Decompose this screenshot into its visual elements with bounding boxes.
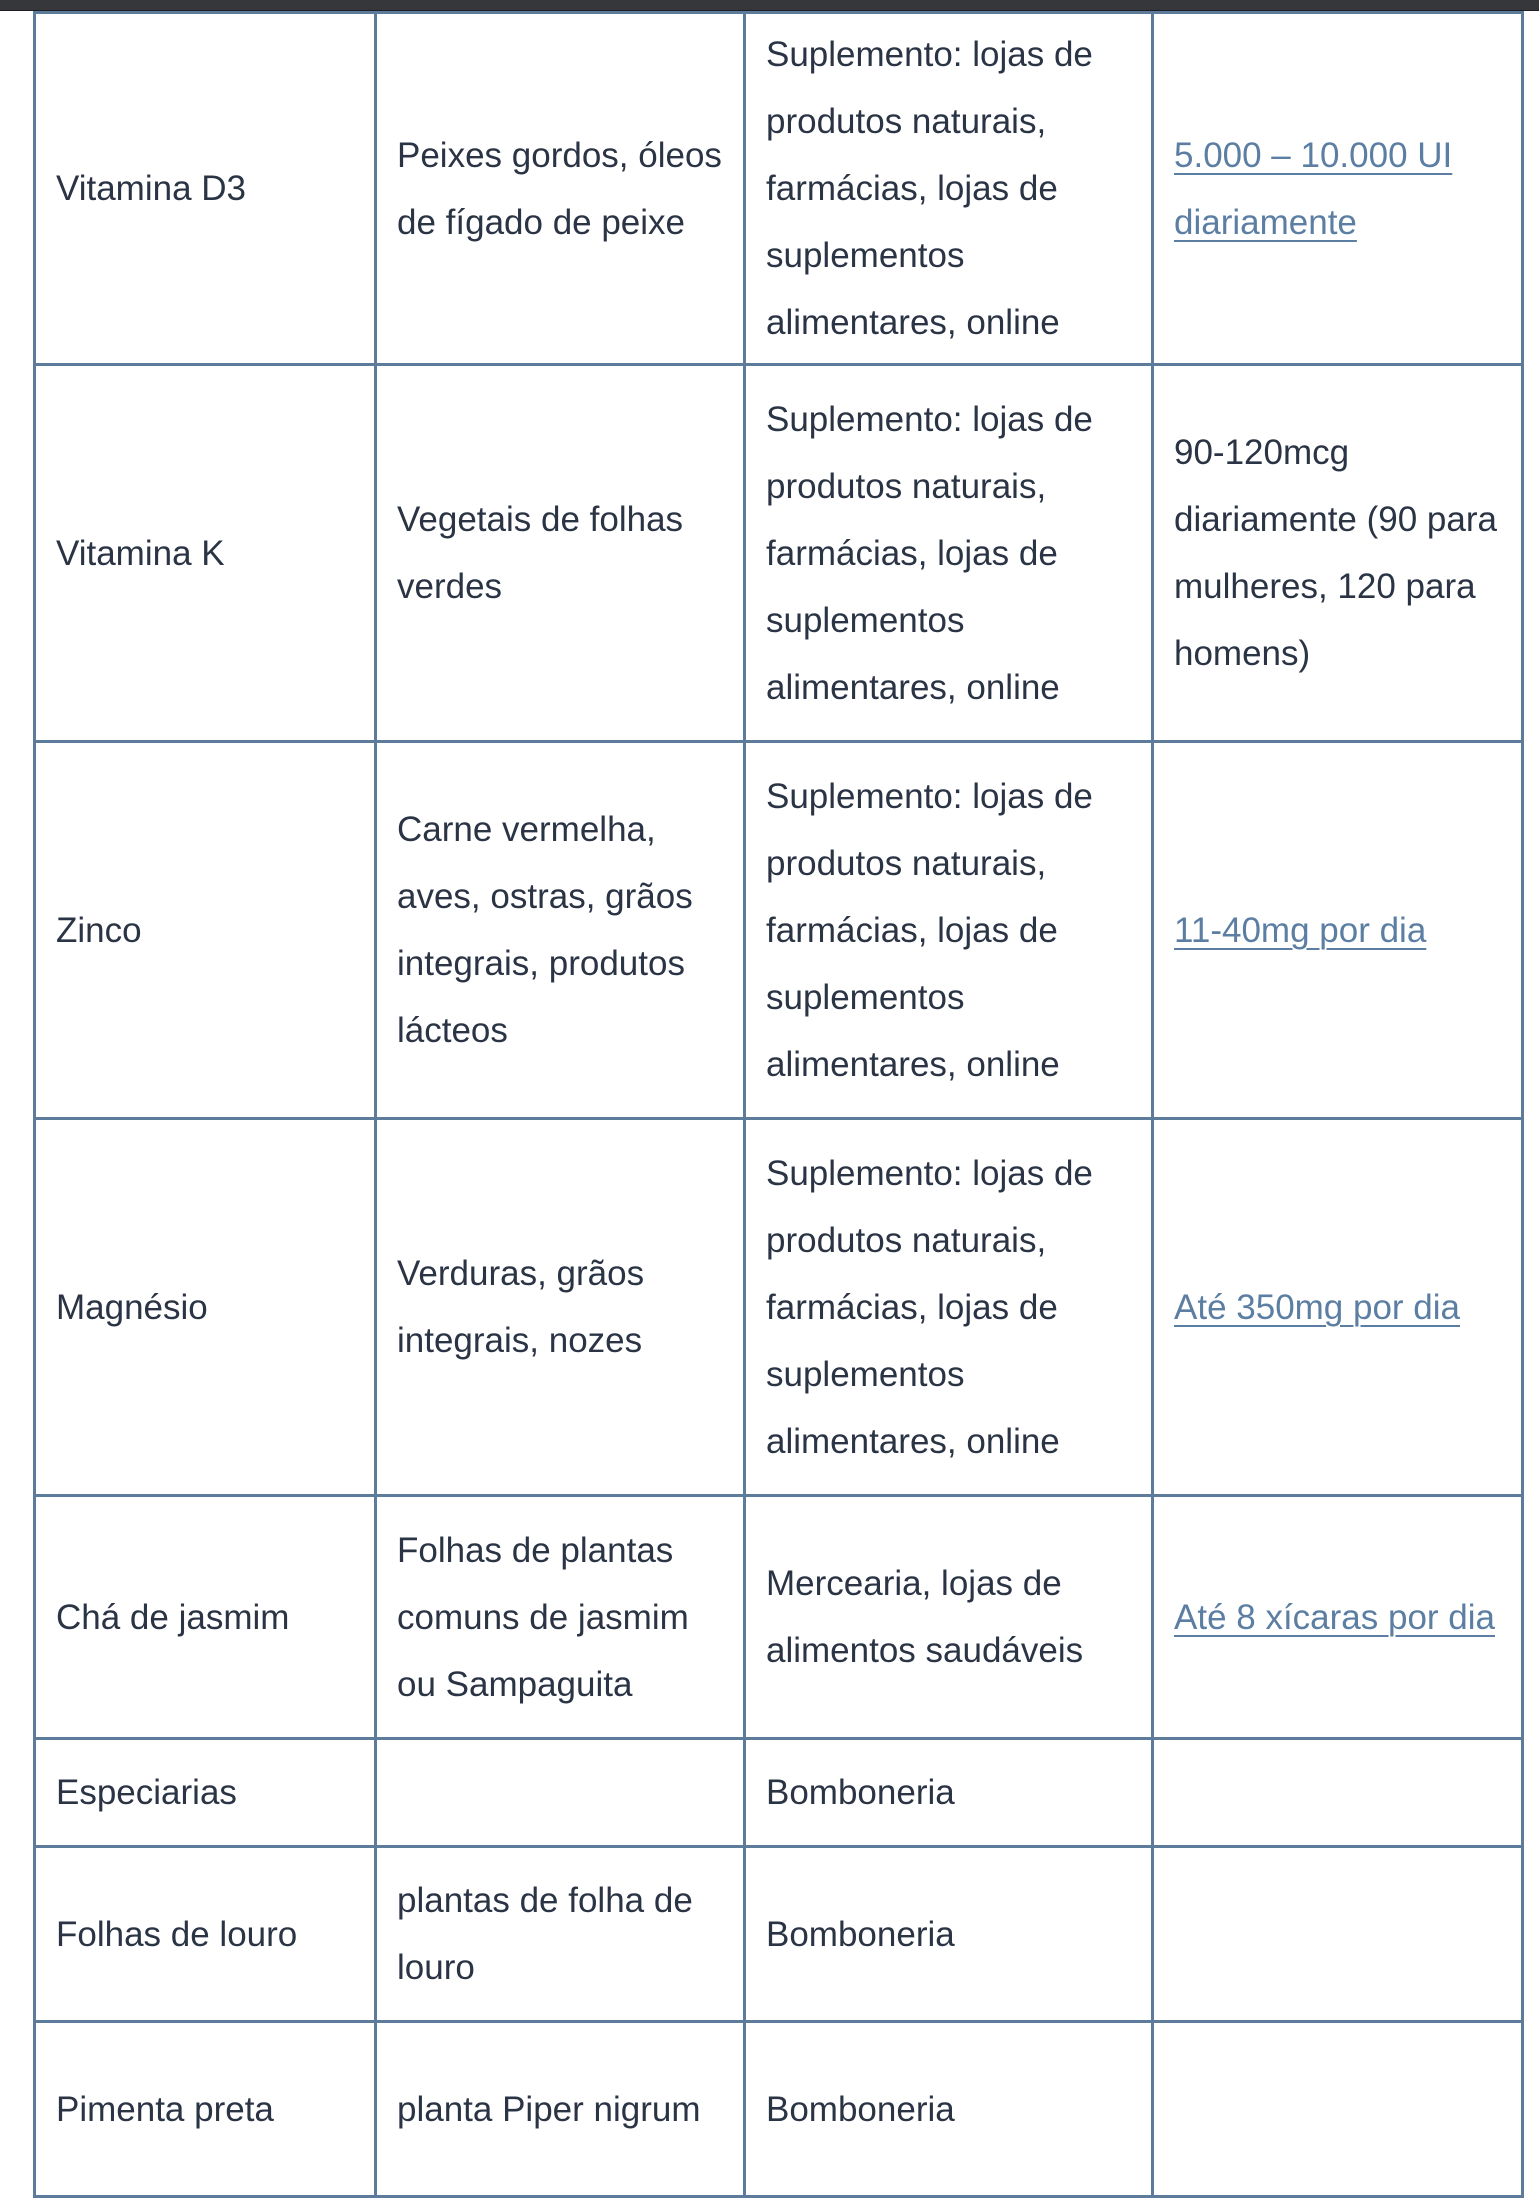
dose-link[interactable]: Até 8 xícaras por dia (1174, 1597, 1495, 1637)
cell-where: Bomboneria (745, 2022, 1153, 2197)
cell-dose (1153, 365, 1523, 742)
cell-dose (1153, 1496, 1523, 1739)
cell-sources: Peixes gordos, óleos de fígado de peixe (376, 13, 745, 365)
table-row (35, 2022, 1523, 2197)
cell-name: Vitamina D3 (35, 13, 376, 365)
dose-link[interactable]: Até 350mg por dia (1174, 1287, 1461, 1327)
table-row (35, 13, 1523, 365)
cell-name: Chá de jasmim (35, 1496, 376, 1739)
cell-sources: plantas de folha de louro (376, 1847, 745, 2022)
table-row (35, 742, 1523, 1119)
supplement-table (33, 11, 1524, 2198)
table-row (35, 365, 1523, 742)
cell-dose (1153, 2022, 1523, 2197)
cell-where: Suplemento: lojas de produtos naturais, farmácias, lojas de suplementos alimentares, online (745, 1119, 1153, 1496)
cell-sources: Carne vermelha, aves, ostras, grãos integrais, produtos lácteos (376, 742, 745, 1119)
supplement-table-container (33, 11, 1524, 2198)
cell-dose (1153, 1739, 1523, 1847)
cell-name: Magnésio (35, 1119, 376, 1496)
cell-where: Suplemento: lojas de produtos naturais, farmácias, lojas de suplementos alimentares, online (745, 742, 1153, 1119)
table-row (35, 1847, 1523, 2022)
cell-dose (1153, 742, 1523, 1119)
cell-name: Especiarias (35, 1739, 376, 1847)
dose-link[interactable]: 11-40mg por dia (1174, 910, 1427, 950)
table-row (35, 1739, 1523, 1847)
cell-sources: Folhas de plantas comuns de jasmim ou Sampaguita (376, 1496, 745, 1739)
cell-dose (1153, 13, 1523, 365)
cell-name: Folhas de louro (35, 1847, 376, 2022)
cell-name: Zinco (35, 742, 376, 1119)
dose-text: 90-120mcg diariamente (90 para mulheres, 120 para homens) (1174, 433, 1497, 673)
cell-dose (1153, 1847, 1523, 2022)
cell-dose (1153, 1119, 1523, 1496)
cell-where: Suplemento: lojas de produtos naturais, farmácias, lojas de suplementos alimentares, online (745, 365, 1153, 742)
cell-sources: planta Piper nigrum (376, 2022, 745, 2197)
cell-where: Bomboneria (745, 1847, 1153, 2022)
cell-where: Suplemento: lojas de produtos naturais, farmácias, lojas de suplementos alimentares, online (745, 13, 1153, 365)
cell-sources: Verduras, grãos integrais, nozes (376, 1119, 745, 1496)
cell-sources (376, 1739, 745, 1847)
browser-top-bar (0, 0, 1539, 11)
cell-where: Bomboneria (745, 1739, 1153, 1847)
cell-where: Mercearia, lojas de alimentos saudáveis (745, 1496, 1153, 1739)
cell-name: Pimenta preta (35, 2022, 376, 2197)
table-row (35, 1496, 1523, 1739)
cell-sources: Vegetais de folhas verdes (376, 365, 745, 742)
cell-name: Vitamina K (35, 365, 376, 742)
table-row (35, 1119, 1523, 1496)
dose-link[interactable]: 5.000 – 10.000 UI diariamente (1174, 135, 1453, 242)
